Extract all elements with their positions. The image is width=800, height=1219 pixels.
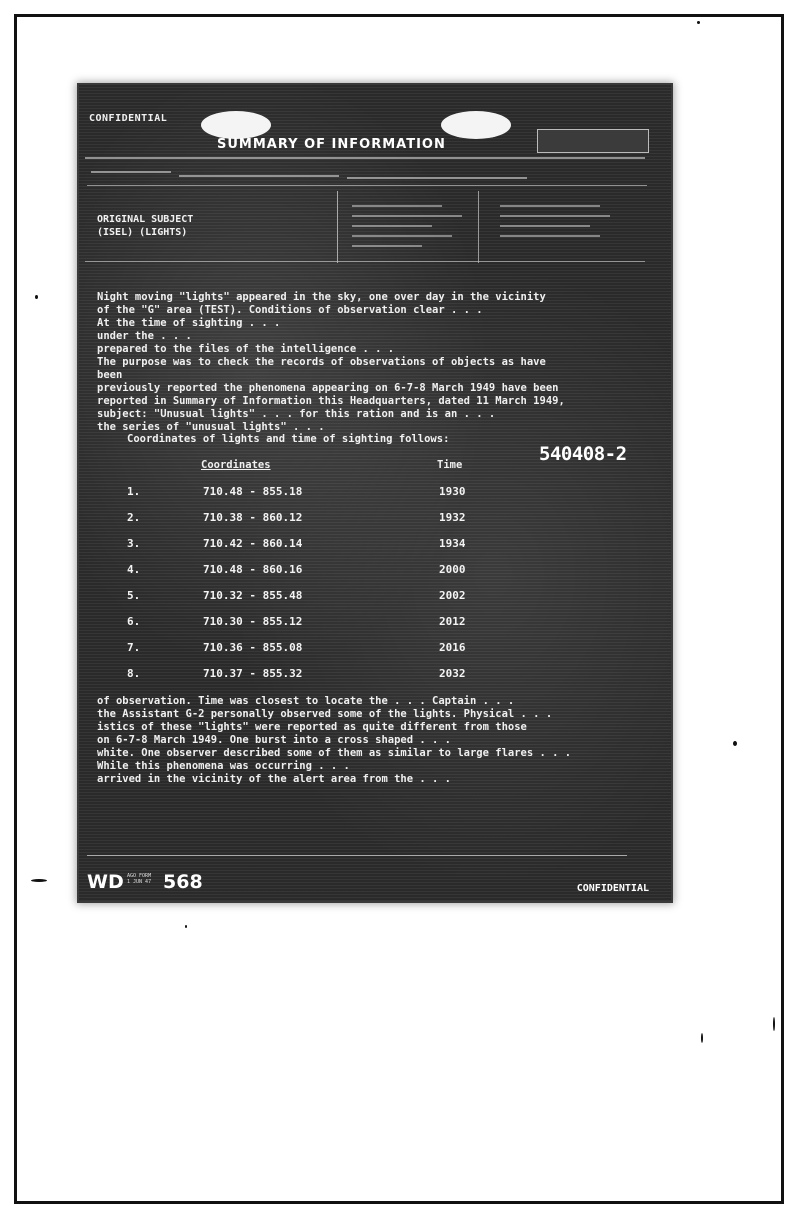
- form-prefix: WD: [87, 871, 124, 893]
- form-prefix-small: [127, 873, 151, 885]
- column-header-time: Time: [437, 459, 463, 471]
- header-rule: [85, 157, 645, 159]
- grid-text-line: [500, 215, 610, 217]
- summary-paragraph-1: Night moving "lights" appeared in the sky, one over day in the vicinity of the "G" area (TEST). Conditions of observation clear . . . At the time of sighting . . . under the . . . prepared to the files of the intelligence . . . The purpose was to check the records of observations of objects as have been previously reported the phenomena appearing on 6-7-8 March 1949 have been reported in Summary of Information this Headquarters, dated 11 March 1949, subject: "Unusual lights" . . . for this ration and is an . . . the series of "unusual lights" . . .: [97, 291, 565, 433]
- row-coordinates: 710.48 - 855.18: [203, 485, 303, 498]
- header-field-line: [347, 177, 527, 179]
- section-rule: [85, 261, 645, 262]
- coordinates-intro: Coordinates of lights and time of sighting follows:: [127, 433, 450, 445]
- subject-block: [97, 213, 193, 239]
- classification-bottom: CONFIDENTIAL: [576, 883, 649, 894]
- row-time: 1930: [439, 485, 466, 498]
- row-time: 1932: [439, 511, 466, 524]
- header-field-line: [179, 175, 339, 177]
- scan-speck: [701, 1033, 703, 1043]
- distribution-grid: [337, 191, 628, 263]
- header-field-line: [91, 171, 171, 173]
- form-title: SUMMARY OF INFORMATION: [217, 137, 446, 152]
- scan-frame: [14, 14, 784, 1204]
- grid-text-line: [500, 205, 600, 207]
- classification-top: CONFIDENTIAL: [89, 113, 168, 124]
- row-number: 6.: [127, 615, 141, 628]
- grid-text-line: [352, 235, 452, 237]
- scan-speck: [35, 295, 38, 299]
- row-number: 7.: [127, 641, 141, 654]
- grid-divider: [478, 191, 479, 263]
- grid-text-line: [352, 215, 462, 217]
- row-time: 2000: [439, 563, 466, 576]
- scan-speck: [185, 925, 187, 928]
- subject-line: (ISEL) (LIGHTS): [97, 227, 188, 238]
- row-coordinates: 710.36 - 855.08: [203, 641, 303, 654]
- row-coordinates: 710.37 - 855.32: [203, 667, 303, 680]
- grid-text-line: [352, 225, 432, 227]
- row-number: 2.: [127, 511, 141, 524]
- row-time: 2002: [439, 589, 466, 602]
- row-time: 1934: [439, 537, 466, 550]
- row-time: 2032: [439, 667, 466, 680]
- grid-text-line: [500, 235, 600, 237]
- header-corner-box: [537, 129, 649, 153]
- row-time: 2016: [439, 641, 466, 654]
- form-prefix-small-line: 1 JUN 47: [127, 879, 152, 885]
- column-header-coordinates: Coordinates: [201, 459, 271, 471]
- footer-rule: [87, 855, 627, 856]
- row-coordinates: 710.32 - 855.48: [203, 589, 303, 602]
- document-sheet: [79, 85, 671, 901]
- scan-speck: [31, 879, 47, 882]
- header-rule: [87, 185, 647, 186]
- row-number: 5.: [127, 589, 141, 602]
- scan-speck: [697, 21, 700, 24]
- row-number: 4.: [127, 563, 141, 576]
- scan-speck: [733, 741, 737, 746]
- form-number: 568: [163, 871, 203, 893]
- row-coordinates: 710.38 - 860.12: [203, 511, 303, 524]
- scan-speck: [773, 1017, 775, 1031]
- subject-line: ORIGINAL SUBJECT: [97, 214, 194, 225]
- row-number: 8.: [127, 667, 141, 680]
- punch-hole-right: [441, 111, 511, 139]
- row-number: 1.: [127, 485, 141, 498]
- grid-text-line: [500, 225, 590, 227]
- form-prefix-small-line: AGO FORM: [127, 873, 152, 879]
- grid-text-line: [352, 245, 422, 247]
- document-number-stamp: 540408-2: [539, 443, 627, 465]
- row-coordinates: 710.42 - 860.14: [203, 537, 303, 550]
- row-coordinates: 710.48 - 860.16: [203, 563, 303, 576]
- summary-paragraph-2: of observation. Time was closest to locate the . . . Captain . . . the Assistant G-2 personally observed some of the lights. Physical . . . istics of these "lights" were reported as quite different from those on 6-7-8 March 1949. One burst into a cross shaped . . . white. One observer described some of them as similar to large flares . . . While this phenomena was occurring . . . arrived in the vicinity of the alert area from the . . .: [97, 695, 572, 785]
- row-coordinates: 710.30 - 855.12: [203, 615, 303, 628]
- punch-hole-left: [201, 111, 271, 139]
- grid-text-line: [352, 205, 442, 207]
- row-number: 3.: [127, 537, 141, 550]
- row-time: 2012: [439, 615, 466, 628]
